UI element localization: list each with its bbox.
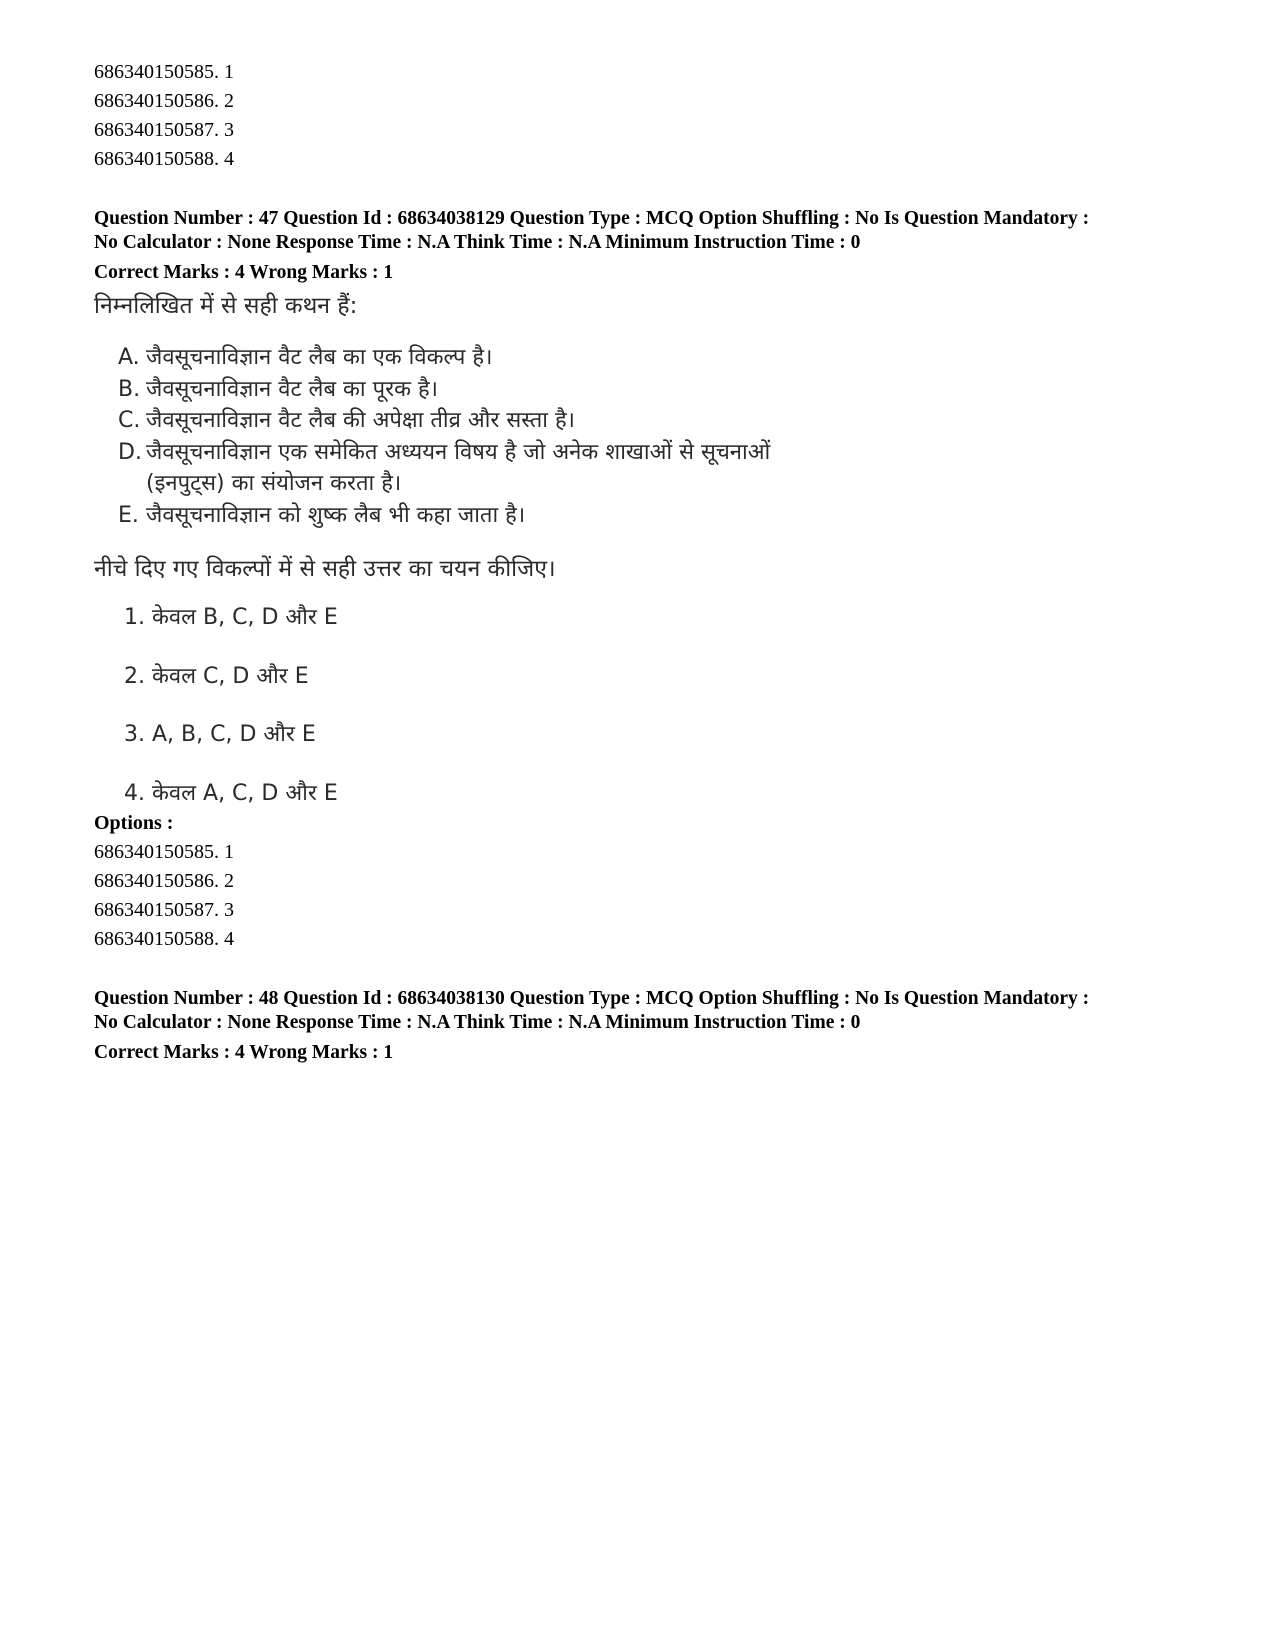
statement-text: जैवसूचनाविज्ञान वैट लैब की अपेक्षा तीव्र और सस्ता है। bbox=[146, 408, 576, 433]
statement-text: जैवसूचनाविज्ञान वैट लैब का एक विकल्प है। bbox=[146, 345, 493, 370]
question-meta-line-2: No Calculator : None Response Time : N.A Think Time : N.A Minimum Instruction Time : 0 bbox=[94, 232, 861, 253]
statement-label: E. bbox=[118, 502, 139, 528]
option-line: 686340150586. 2 bbox=[94, 869, 234, 892]
statement-label: D. bbox=[118, 439, 142, 465]
statement-list bbox=[94, 342, 1204, 531]
statement-d bbox=[118, 437, 1204, 500]
statement-text: जैवसूचनाविज्ञान वैट लैब का पूरक है। bbox=[146, 376, 439, 402]
question-marks: Correct Marks : 4 Wrong Marks : 1 bbox=[94, 1041, 394, 1063]
option-line: 686340150587. 3 bbox=[94, 898, 234, 921]
answer-choice-1: 1. केवल B, C, D और E bbox=[124, 605, 338, 630]
document-page bbox=[94, 58, 1204, 1066]
question-meta-line-1: Question Number : 48 Question Id : 68634038130 Question Type : MCQ Option Shuffling : No Is Question Mandatory : bbox=[94, 987, 1090, 1009]
option-line: 686340150587. 3 bbox=[94, 119, 234, 141]
statement-b bbox=[118, 374, 1204, 406]
question-marks: Correct Marks : 4 Wrong Marks : 1 bbox=[94, 262, 394, 283]
statement-label: C. bbox=[118, 408, 141, 433]
options-heading: Options : bbox=[94, 811, 174, 834]
question-meta-line-1: Question Number : 47 Question Id : 68634038129 Question Type : MCQ Option Shuffling : No Is Question Mandatory : bbox=[94, 208, 1090, 229]
answer-choice-list bbox=[94, 603, 1204, 809]
statement-label: B. bbox=[118, 376, 141, 402]
statement-text: जैवसूचनाविज्ञान एक समेकित अध्ययन विषय है जो अनेक शाखाओं से सूचनाओं (इनपुट्स) का संयोजन करता है। bbox=[146, 439, 771, 496]
answer-choice-2: 2. केवल C, D और E bbox=[124, 663, 309, 689]
options-list bbox=[94, 838, 1204, 954]
question-meta-line-2: No Calculator : None Response Time : N.A Think Time : N.A Minimum Instruction Time : 0 bbox=[94, 1011, 861, 1033]
statement-label: A. bbox=[118, 345, 140, 370]
option-line: 686340150588. 4 bbox=[94, 927, 234, 950]
statement-a bbox=[118, 342, 1204, 374]
answer-choice-3: 3. A, B, C, D और E bbox=[124, 722, 316, 747]
statement-e bbox=[118, 500, 1204, 532]
option-line: 686340150588. 4 bbox=[94, 148, 234, 170]
previous-options-list bbox=[94, 58, 1204, 174]
option-line: 686340150585. 1 bbox=[94, 840, 234, 863]
question-instruction: नीचे दिए गए विकल्पों में से सही उत्तर का चयन कीजिए। bbox=[94, 556, 556, 582]
statement-text: जैवसूचनाविज्ञान को शुष्क लैब भी कहा जाता है। bbox=[146, 502, 526, 528]
option-line: 686340150585. 1 bbox=[94, 61, 234, 83]
statement-c bbox=[118, 405, 1204, 437]
answer-choice-4: 4. केवल A, C, D और E bbox=[124, 780, 338, 806]
question-48 bbox=[94, 987, 1204, 1066]
option-line: 686340150586. 2 bbox=[94, 90, 234, 112]
question-47 bbox=[94, 207, 1204, 954]
question-stem: निम्नलिखित में से सही कथन हैं: bbox=[94, 293, 358, 319]
